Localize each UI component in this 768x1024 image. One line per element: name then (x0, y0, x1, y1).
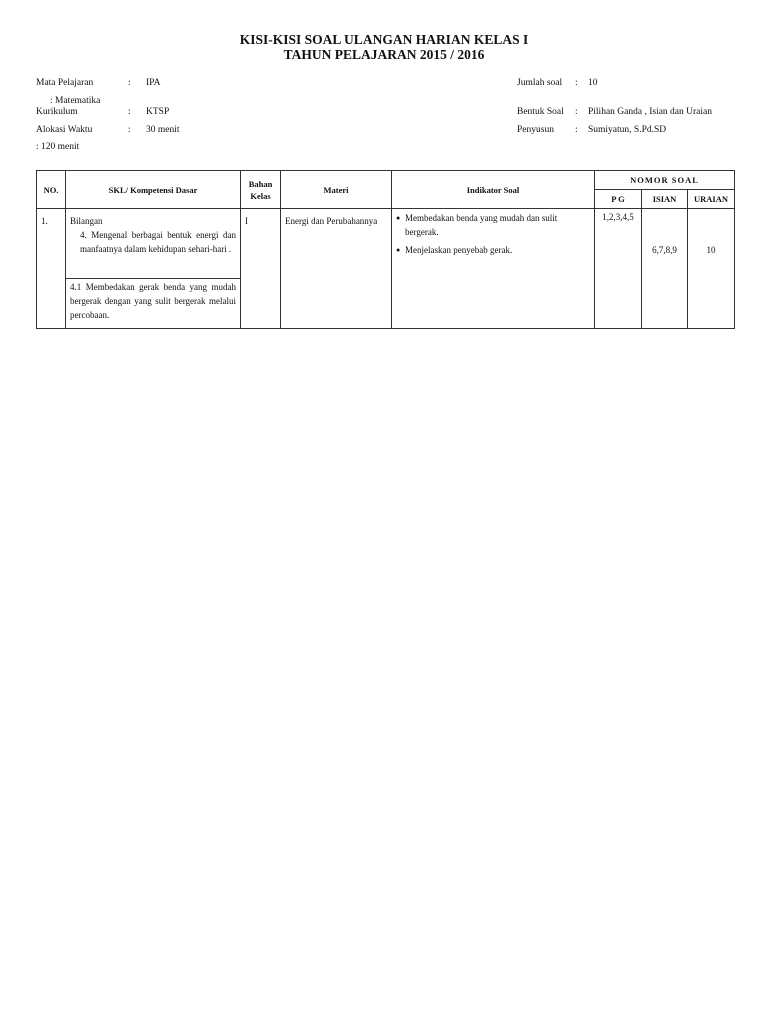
header-materi: Materi (281, 171, 392, 209)
penyusun-value: Sumiyatun, S.Pd.SD (588, 125, 667, 135)
indikator-cell (392, 209, 595, 329)
skl-title: Bilangan (70, 216, 103, 226)
header-bahan-kelas: Bahan Kelas (241, 171, 281, 209)
jumlah-label: Jumlah soal (517, 78, 563, 88)
header-nomor-soal: NOMOR SOAL (595, 171, 735, 190)
kurikulum-label: Kurikulum (36, 107, 78, 117)
mapel-label: Mata Pelajaran (36, 78, 94, 88)
isian-cell: 6,7,8,9 (642, 209, 688, 329)
uraian-cell: 10 (688, 209, 735, 329)
header-pg: P G (595, 190, 642, 209)
skl-cell (66, 209, 241, 279)
pg-cell: 1,2,3,4,5 (595, 209, 642, 329)
mapel-sep: : (128, 78, 131, 88)
bentuk-label: Bentuk Soal (517, 107, 564, 117)
kd-competency: 4. Mengenal berbagai bentuk energi dan manfaatnya dalam kehidupan sehari-hari . (80, 230, 236, 254)
header-no: NO. (37, 171, 66, 209)
waktu-label: Alokasi Waktu (36, 125, 93, 135)
jumlah-value: 10 (588, 78, 598, 88)
header-skl: SKL/ Kompetensi Dasar (66, 171, 241, 209)
kurikulum-sep: : (128, 107, 131, 117)
document-subtitle: TAHUN PELAJARAN 2015 / 2016 (283, 47, 485, 62)
bentuk-value: Pilihan Ganda , Isian dan Uraian (588, 107, 712, 117)
indikator-item-2: ● Menjelaskan penyebab gerak. (396, 243, 590, 257)
mapel-value: IPA (146, 78, 161, 88)
materi-cell: Energi dan Perubahannya (281, 209, 392, 329)
kurikulum-value: KTSP (146, 107, 170, 117)
header-isian: ISIAN (642, 190, 688, 209)
mapel-extra: : Matematika (50, 96, 101, 106)
penyusun-label: Penyusun (517, 125, 554, 135)
waktu-extra: : 120 menit (36, 142, 80, 152)
kisi-kisi-table (36, 170, 735, 329)
kd-subcompetency: 4.1 Membedakan gerak benda yang mudah bergerak dengan yang sulit bergerak melalui percobaan. (70, 282, 236, 320)
bentuk-sep: : (575, 107, 578, 117)
waktu-value: 30 menit (146, 125, 180, 135)
waktu-sep: : (128, 125, 131, 135)
bahan-kelas-cell: I (241, 209, 281, 329)
table-row (37, 209, 735, 279)
penyusun-sep: : (575, 125, 578, 135)
document-title: KISI-KISI SOAL ULANGAN HARIAN KELAS I (239, 32, 529, 47)
kd-indicator-cell (66, 279, 241, 329)
jumlah-sep: : (575, 78, 578, 88)
header-indikator: Indikator Soal (392, 171, 595, 209)
header-uraian: URAIAN (688, 190, 735, 209)
row-no: 1. (37, 209, 66, 329)
indikator-item-1: ● Membedakan benda yang mudah dan sulit bergerak. (396, 211, 590, 239)
